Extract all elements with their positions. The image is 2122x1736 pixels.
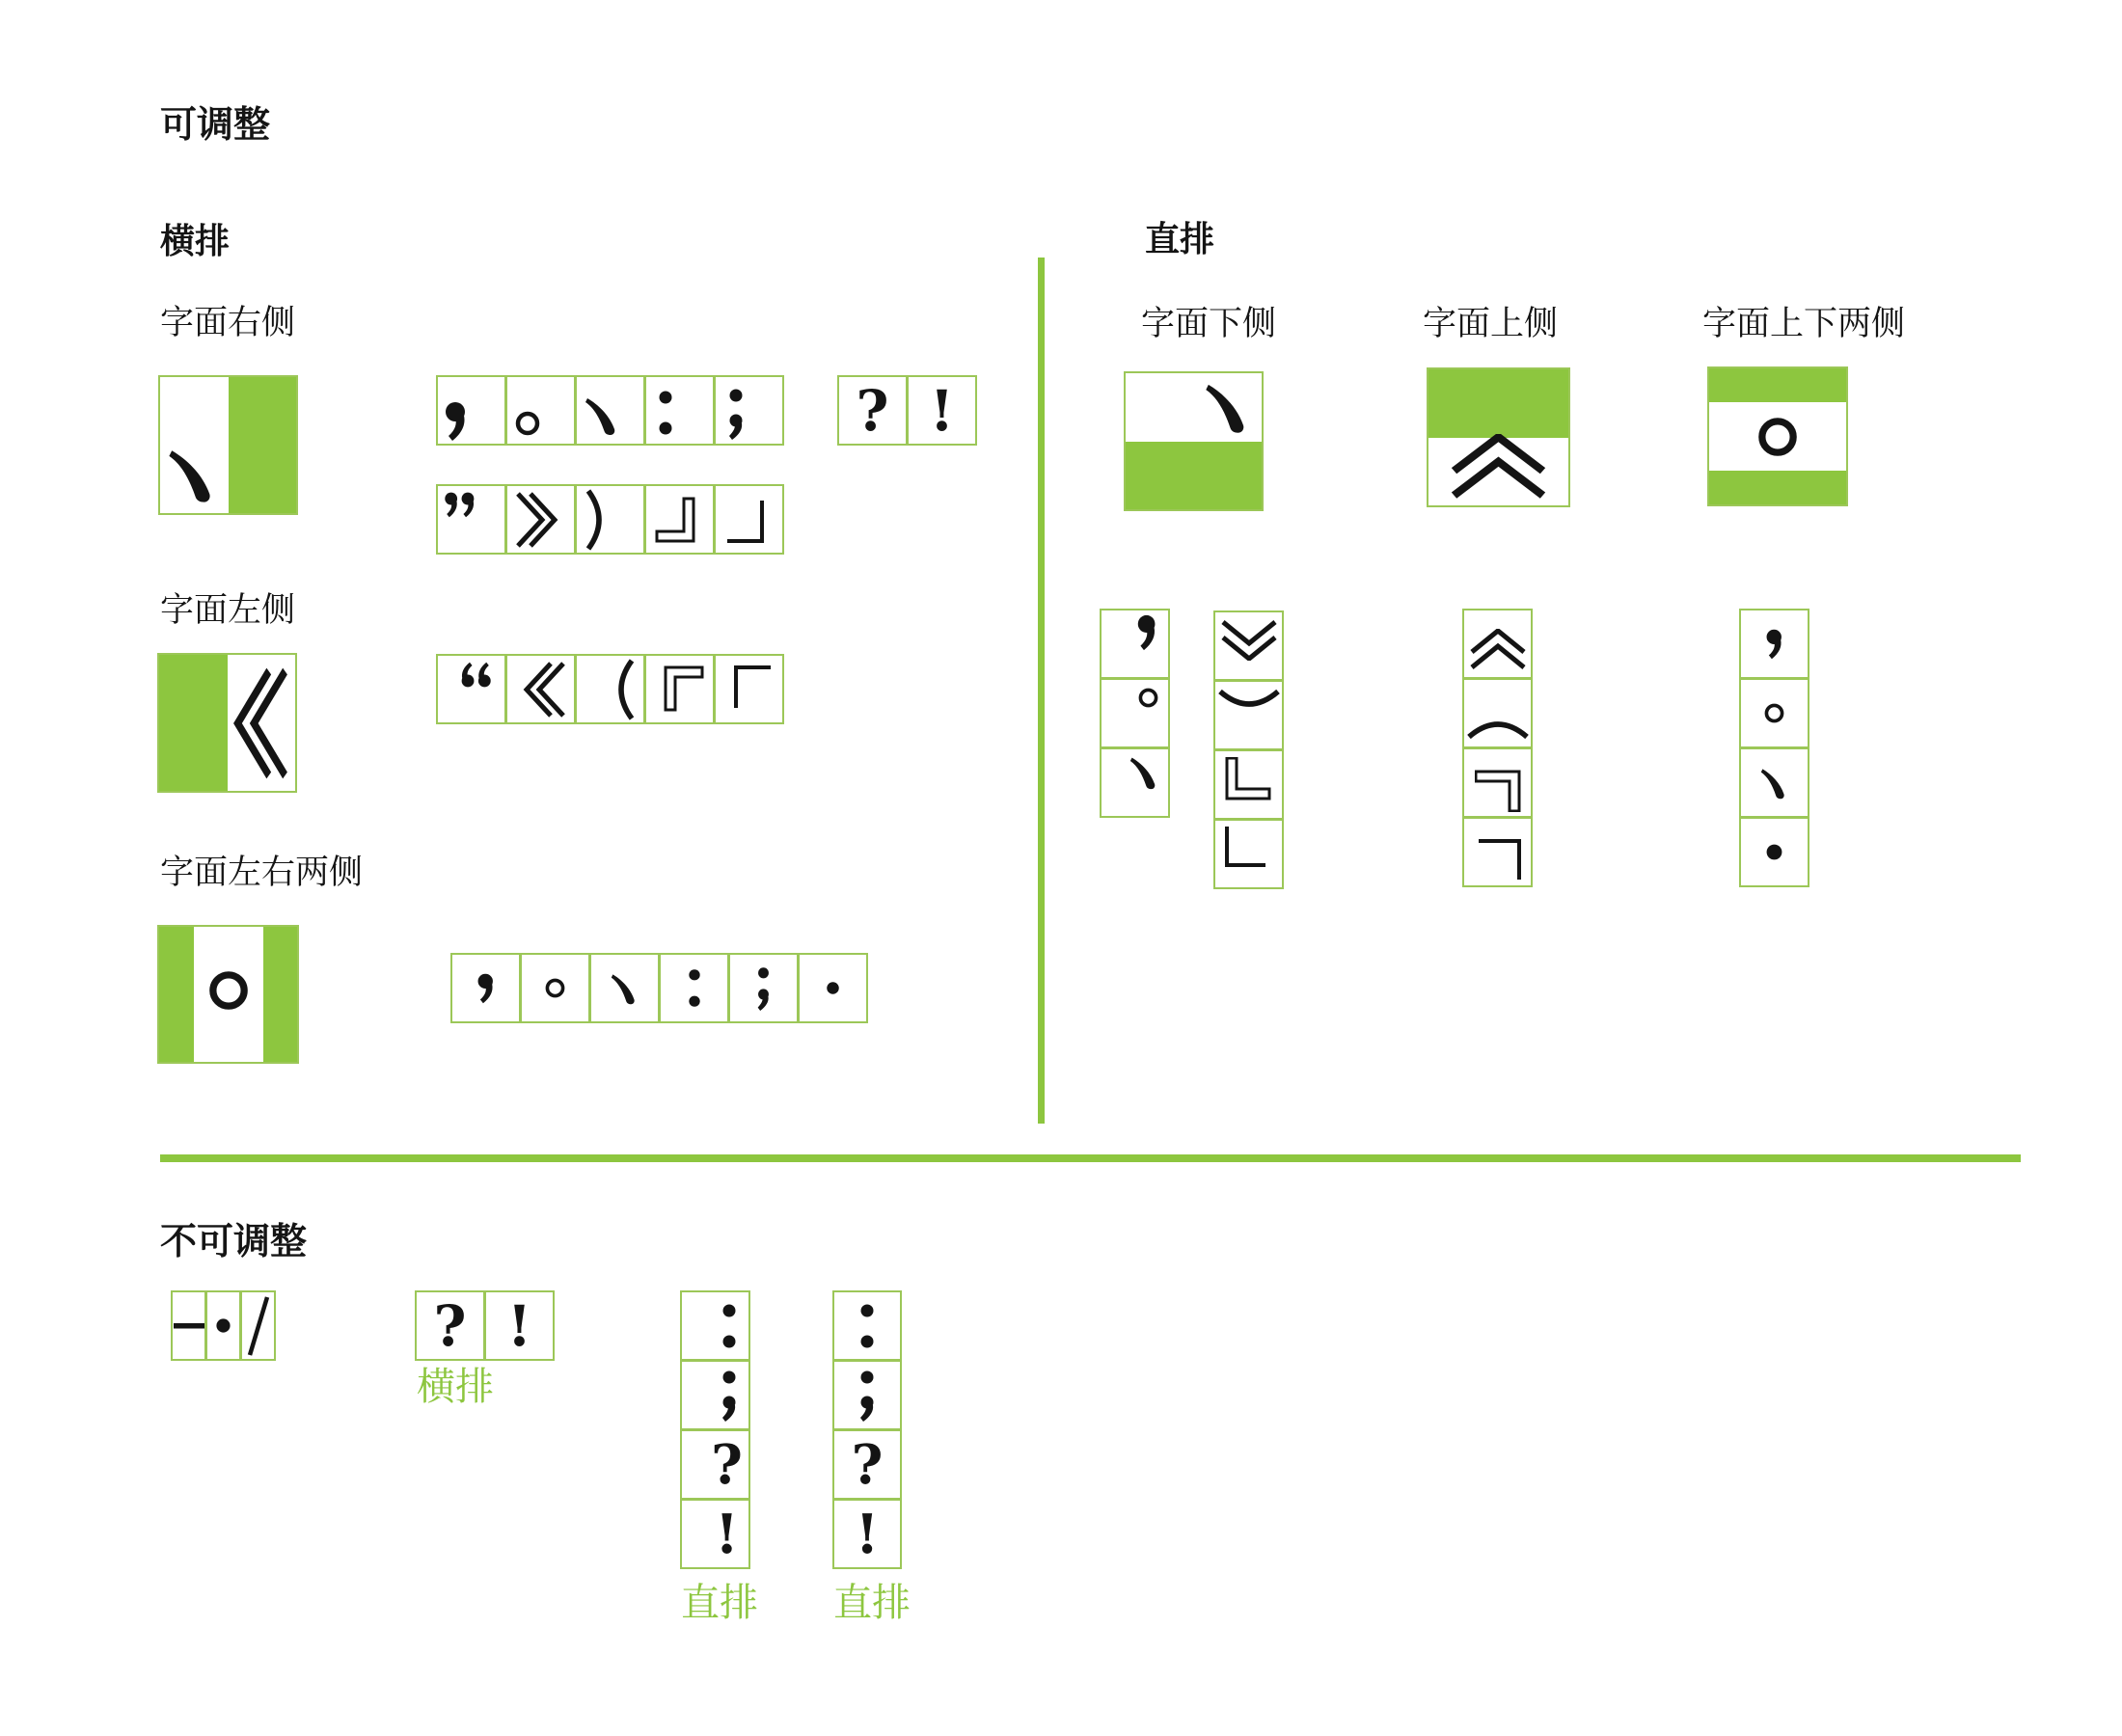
open-corner-rotated-icon — [1479, 837, 1523, 880]
cell-ideographic-comma — [1739, 747, 1809, 818]
question-mark-icon: ? — [433, 1292, 467, 1359]
semicolon-icon — [858, 1370, 876, 1422]
label-glyph-right-side: 字面右侧 — [160, 304, 296, 341]
em-dash-icon — [174, 1322, 204, 1330]
ideographic-comma-icon — [611, 972, 639, 1005]
demo-both-top-bottom — [1707, 366, 1848, 506]
cell-semicolon — [680, 1360, 750, 1430]
cell-close-white-corner — [644, 484, 715, 555]
cell-comma — [450, 953, 521, 1023]
arc-opening-down-icon — [1466, 716, 1530, 741]
adjustable-space-zone — [1709, 471, 1846, 504]
demo-top-side — [1427, 367, 1570, 507]
demo-both-left-right — [157, 925, 299, 1064]
heading-vertical-layout: 直排 — [1145, 219, 1215, 258]
label-glyph-both-tb: 字面上下两侧 — [1702, 305, 1906, 342]
section-divider-vertical — [1038, 258, 1045, 1124]
double-angle-up-icon — [1467, 629, 1529, 671]
cell-close-double-quote — [436, 484, 506, 555]
cell-semicolon — [714, 375, 784, 446]
cell-colon — [659, 953, 729, 1023]
cell-ideographic-comma — [1100, 747, 1170, 818]
open-double-angle-icon — [231, 662, 291, 785]
question-mark-icon: ? — [851, 1432, 884, 1497]
full-stop-icon — [208, 970, 249, 1011]
glyph-face-zone — [1709, 402, 1846, 471]
glyph-face-zone — [1428, 438, 1568, 506]
exclamation-mark-icon: ! — [715, 1502, 739, 1566]
label-glyph-both-lr: 字面左右两侧 — [160, 854, 364, 891]
demo-left-side — [157, 653, 297, 793]
demo-right-side — [158, 375, 298, 515]
cell-comma — [1100, 609, 1170, 679]
cell-double-angle-down — [1213, 610, 1284, 681]
cell-exclamation-mark — [680, 1499, 750, 1569]
ideographic-comma-icon — [1760, 767, 1789, 800]
cell-middle-dot — [798, 953, 868, 1023]
cell-comma — [1739, 609, 1809, 679]
cell-open-white-corner-rotated — [1462, 747, 1533, 818]
semicolon-icon — [721, 1370, 738, 1422]
heading-not-adjustable: 不可调整 — [160, 1222, 308, 1262]
tag-horizontal: 横排 — [417, 1366, 494, 1408]
slash-icon — [246, 1296, 271, 1356]
adjustable-space-zone — [1709, 368, 1846, 402]
ideographic-comma-icon — [1205, 381, 1252, 434]
open-paren-icon — [612, 658, 638, 721]
heading-adjustable: 可调整 — [160, 105, 271, 146]
cell-full-stop — [505, 375, 576, 446]
semicolon-icon — [756, 966, 771, 1011]
cell-close-corner-rotated — [1213, 819, 1284, 889]
exclamation-mark-icon: ! — [929, 377, 955, 444]
glyph-face-zone — [228, 655, 296, 791]
cell-middle-dot — [1739, 817, 1809, 887]
heading-horizontal-layout: 横排 — [160, 221, 231, 260]
cell-full-stop — [1739, 678, 1809, 748]
label-glyph-left-side: 字面左侧 — [160, 591, 296, 629]
demo-bottom-side — [1124, 371, 1264, 511]
full-stop-icon — [1138, 688, 1158, 708]
comma-icon — [444, 401, 469, 442]
tag-vertical-1: 直排 — [681, 1582, 758, 1624]
comma-icon — [1136, 614, 1158, 651]
cell-comma — [436, 375, 506, 446]
adjustable-space-zone — [159, 927, 194, 1062]
arc-opening-up-icon — [1217, 688, 1281, 713]
cell-middle-dot — [205, 1290, 241, 1361]
cell-exclamation-mark — [907, 375, 977, 446]
adjustable-space-zone — [1428, 369, 1568, 438]
cell-arc-opening-down — [1462, 678, 1533, 748]
full-stop-icon — [545, 978, 565, 998]
close-white-corner-rotated-icon — [1223, 757, 1271, 801]
exclamation-mark-icon: ! — [855, 1502, 880, 1566]
cell-close-white-corner-rotated — [1213, 749, 1284, 820]
cell-arc-opening-up — [1213, 680, 1284, 750]
cell-close-corner — [714, 484, 784, 555]
middle-dot-icon — [215, 1317, 231, 1334]
colon-icon — [721, 1303, 737, 1349]
cell-open-white-corner — [644, 654, 715, 724]
question-mark-icon: ? — [856, 377, 889, 444]
tag-vertical-2: 直排 — [833, 1582, 911, 1624]
colon-icon — [688, 968, 701, 1008]
cell-exclamation-mark — [832, 1499, 902, 1569]
close-corner-rotated-icon — [1223, 827, 1267, 869]
cell-full-stop — [1100, 678, 1170, 748]
close-white-corner-icon — [654, 497, 698, 545]
open-double-angle-icon — [522, 659, 568, 720]
close-double-quote-icon — [444, 492, 482, 521]
close-double-angle-icon — [513, 489, 559, 551]
comma-icon — [476, 973, 496, 1004]
cell-exclamation-mark — [484, 1290, 555, 1361]
label-glyph-top-side: 字面上侧 — [1423, 305, 1559, 342]
open-white-corner-rotated-icon — [1475, 768, 1523, 812]
full-stop-icon — [1757, 417, 1798, 457]
colon-icon — [658, 390, 673, 436]
colon-icon — [859, 1303, 875, 1349]
glyph-face-zone — [160, 377, 229, 513]
cell-question-mark — [837, 375, 908, 446]
cell-colon — [644, 375, 715, 446]
full-stop-icon — [1764, 703, 1784, 723]
cell-question-mark — [415, 1290, 485, 1361]
middle-dot-icon — [1765, 843, 1783, 861]
comma-icon — [1765, 629, 1784, 660]
cell-colon — [832, 1290, 902, 1361]
cell-question-mark — [680, 1429, 750, 1500]
exclamation-mark-icon: ! — [506, 1292, 532, 1359]
middle-dot-icon — [826, 981, 840, 995]
glyph-face-zone — [194, 927, 263, 1062]
adjustable-space-zone — [159, 655, 228, 791]
cell-ideographic-comma — [575, 375, 645, 446]
ideographic-comma-icon — [585, 395, 621, 436]
cell-colon — [680, 1290, 750, 1361]
full-stop-icon — [515, 411, 540, 436]
cell-open-corner-rotated — [1462, 817, 1533, 887]
open-corner-icon — [732, 664, 773, 710]
cell-open-double-quote — [436, 654, 506, 724]
close-paren-icon — [583, 488, 608, 552]
ideographic-comma-icon — [1129, 755, 1160, 790]
cell-semicolon — [728, 953, 799, 1023]
question-mark-icon: ? — [711, 1432, 743, 1497]
cell-open-double-angle — [505, 654, 576, 724]
cell-double-angle-up — [1462, 609, 1533, 679]
open-double-quote-icon — [460, 662, 499, 691]
semicolon-icon — [727, 388, 745, 440]
cell-full-stop — [520, 953, 590, 1023]
cell-close-paren — [575, 484, 645, 555]
ideographic-comma-icon — [168, 447, 219, 503]
cell-slash — [240, 1290, 276, 1361]
double-angle-up-icon — [1446, 434, 1551, 502]
adjustable-space-zone — [1126, 442, 1262, 510]
adjustable-space-zone — [263, 927, 297, 1062]
open-white-corner-icon — [661, 664, 705, 712]
cell-open-corner — [714, 654, 784, 724]
adjustable-space-zone — [229, 377, 297, 513]
glyph-face-zone — [1126, 373, 1262, 442]
cell-semicolon — [832, 1360, 902, 1430]
close-corner-icon — [725, 499, 766, 545]
cell-ideographic-comma — [589, 953, 660, 1023]
cell-question-mark — [832, 1429, 902, 1500]
label-glyph-bottom-side: 字面下侧 — [1141, 305, 1277, 342]
section-divider-horizontal — [160, 1154, 2021, 1162]
double-angle-down-icon — [1218, 618, 1280, 661]
cell-em-dash — [171, 1290, 206, 1361]
cell-open-paren — [575, 654, 645, 724]
cell-close-double-angle — [505, 484, 576, 555]
